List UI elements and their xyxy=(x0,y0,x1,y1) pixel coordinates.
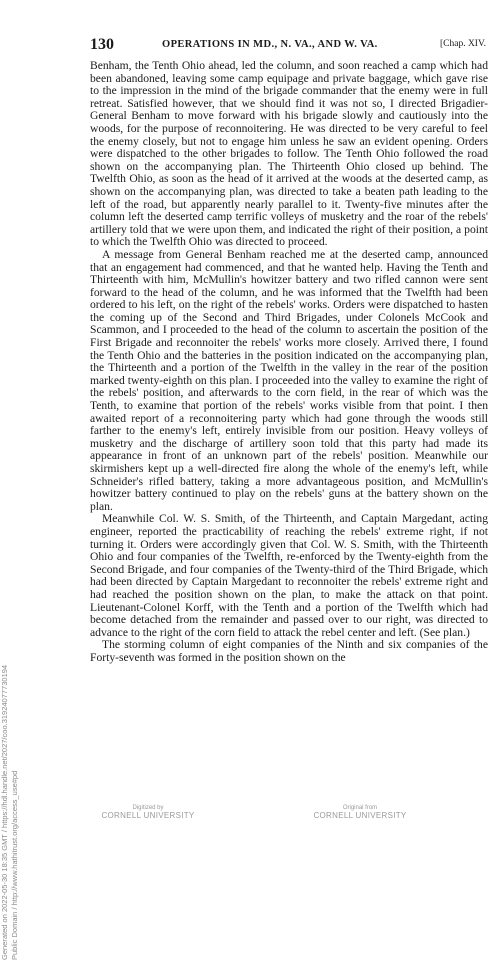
paragraph: Meanwhile Col. W. S. Smith, of the Thirteenth, and Captain Margedant, acting engineer, reported the practicability of reaching the rebels' extreme right, if not turning it. Orders were accordingly given that Col. W. S. Smith, with the Thirteenth Ohio and four companies of the Twelfth, re-enforced by the Twenty-eighth from the Second Brigade, and four companies of the Twenty-third of the Third Brigade, which had been directed by Captain Margedant to reconnoiter the rebels' extreme right and had reached the position shown on the plan, to make the attack on that point. Lieutenant-Colonel Korff, with the Tenth and a portion of the Twelfth which had become detached from the remainder and passed over to our right, was directed to advance to the right of the corn field to attack the rebel center and left. (See plan.) xyxy=(90,512,488,639)
footer-institution: CORNELL UNIVERSITY xyxy=(101,811,195,820)
footer-original xyxy=(290,805,430,820)
footer-label: Digitized by xyxy=(132,805,164,811)
page-number: 130 xyxy=(90,36,114,53)
footer-institution: CORNELL UNIVERSITY xyxy=(313,811,407,820)
chapter-reference: [Chap. XIV. xyxy=(439,39,486,49)
provenance-line: Public Domain / http://www.hathitrust.org/access_use#pd xyxy=(10,770,19,960)
paragraph: Benham, the Tenth Ohio ahead, led the column, and soon reached a camp which had been abandoned, leaving some camp equipage and private baggage, which gave rise to the impression in the mind of the brigade commander that the enemy were in full retreat. Satisfied however, that we should find it was not so, I directed Brigadier-General Benham to move forward with his brigade slowly and cautiously into the woods, for the purpose of reconnoitering. He was directed to be very careful to feel the enemy closely, but not to engage him unless he saw an evident opening. Orders were dispatched to the other brigades to follow. The Tenth Ohio followed the road shown on the accompanying plan. The Thirteenth Ohio closed up behind. The Twelfth Ohio, as soon as the head of it arrived at the woods at the deserted camp, as shown on the accompanying plan, was directed to take a beaten path leading to the left of the road, but apparently nearly parallel to it. Twenty-five minutes after the column left the deserted camp terrific volleys of musketry and the roar of the rebels' artillery told that we were upon them, and indicated the right of their position, a point to which the Twelfth Ohio was directed to proceed. xyxy=(90,59,488,249)
paragraph: The storming column of eight companies of the Ninth and six companies of the Forty-seventh was formed in the position shown on the xyxy=(90,638,488,664)
page-header xyxy=(90,36,498,54)
footer-label: Original from xyxy=(342,805,378,811)
provenance-line: Generated on 2022-05-30 18:35 GMT / https://hdl.handle.net/2027/coo.31924077730194 xyxy=(0,664,9,960)
running-head: OPERATIONS IN MD., N. VA., AND W. VA. xyxy=(162,39,378,50)
footer-digitized xyxy=(78,805,218,820)
provenance-stamp xyxy=(0,260,20,960)
body-text xyxy=(90,60,488,665)
paragraph: A message from General Benham reached me at the deserted camp, announced that an engagement had commenced, and that he wanted help. Having the Tenth and Thirteenth with him, McMullin's howitzer battery and two rifled cannon were sent forward to the head of the column, and he was informed that the Twelfth had been ordered to his left, on the right of the rebels' works. Orders were dispatched to hasten the coming up of the Second and Third Brigades, under Colonels McCook and Scammon, and I proceeded to the head of the column to ascertain the position of the First Brigade and reconnoiter the rebels' works more closely. Arrived there, I found the Tenth Ohio and the batteries in the position indicated on the accompanying plan, the Thirteenth and a portion of the Twelfth in the valley in the rear of the position marked twenty-eighth on this plan. I proceeded into the valley to examine the right of the rebels' position, and afterwards to the corn field, in the rear of which was the Tenth, to examine that portion of the rebels' works visible from that point. I then awaited report of a reconnoitering party which had gone through the woods still farther to the enemy's left, entirely invisible from our position. Heavy volleys of musketry and the discharge of artillery soon told that this party had made its appearance in front of an unknown part of the rebels' position. Meanwhile our skirmishers kept up a well-directed fire along the whole of the enemy's left, while Schneider's rifled battery, taking a more advantageous position, and McMullin's howitzer battery continued to play on the rebels' guns at the battery shown on the plan. xyxy=(90,247,488,513)
